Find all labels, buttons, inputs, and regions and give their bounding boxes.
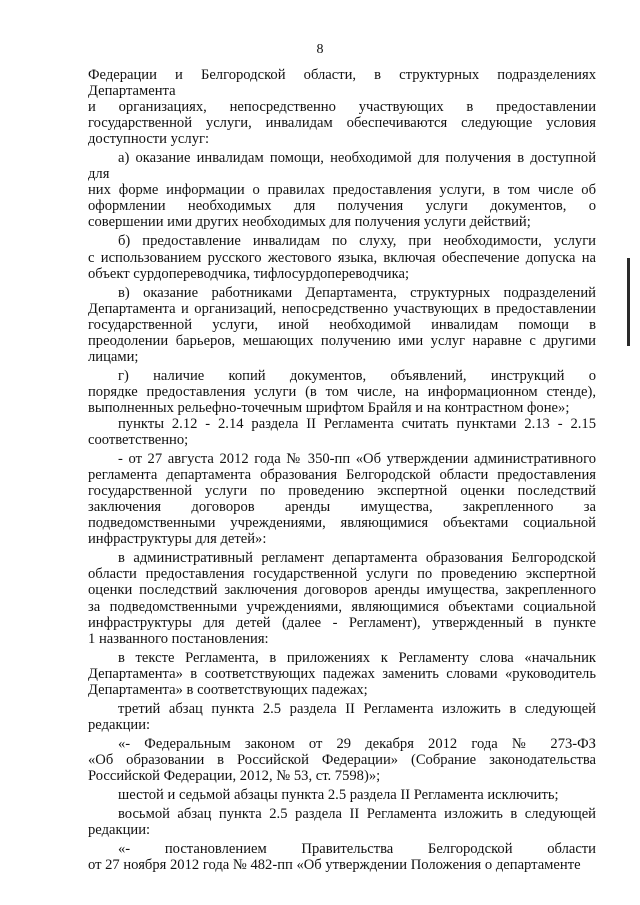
text-line: «Об образовании в Российской Федерации» (Собрание законодательства: [88, 751, 596, 768]
text-line: них форме информации о правилах предоставления услуги, в том числе об: [88, 182, 596, 199]
text-line: «- постановлением Правительства Белгородской области: [118, 841, 596, 858]
text-line: от 27 ноября 2012 года № 482-пп «Об утверждении Положения о департаменте: [88, 857, 581, 874]
text-line: доступности услуг:: [88, 131, 210, 148]
text-line: подведомственными учреждениями, являющимися объектами социальной: [88, 515, 596, 532]
text-line: оформлении необходимых для получения услуги документов, о: [88, 198, 596, 215]
text-line: государственной услуги, инвалидам обеспечиваются следующие условия: [88, 115, 596, 132]
text-line: порядке предоставления услуги (в том числе, на информационном стенде),: [88, 383, 596, 400]
text-line: а) оказание инвалидам помощи, необходимой для получения в доступной для: [88, 150, 596, 183]
text-line: «- Федеральным законом от 29 декабря 2012 года № 273-ФЗ: [118, 735, 596, 752]
text-line: объект сурдопереводчика, тифлосурдопереводчика;: [88, 265, 409, 282]
text-line: пункты 2.12 - 2.14 раздела II Регламента считать пунктами 2.13 - 2.15: [118, 415, 596, 432]
text-line: с использованием русского жестового языка, включая обеспечение допуска на: [88, 249, 596, 266]
text-line: в административный регламент департамента образования Белгородской: [118, 550, 596, 567]
document-body: [88, 67, 596, 873]
text-line: в тексте Регламента, в приложениях к Регламенту слова «начальник: [118, 649, 596, 666]
text-line: за подведомственными учреждениями, являющимися объектами социальной: [88, 598, 596, 615]
text-line: - от 27 августа 2012 года № 350-пп «Об утверждении административного: [118, 451, 596, 468]
scan-edge-mark: [627, 258, 630, 346]
text-line: лицами;: [88, 348, 139, 365]
text-line: регламента департамента образования Белгородской области предоставления: [88, 467, 596, 484]
text-line: заключения договоров аренды имущества, закрепленного за: [88, 499, 596, 516]
text-line: оценки последствий заключения договоров аренды имущества, закрепленного: [88, 582, 596, 599]
text-line: инфраструктуры для детей (далее - Регламент), утвержденный в пункте: [88, 614, 596, 631]
text-line: редакции:: [88, 716, 151, 733]
text-line: шестой и седьмой абзацы пункта 2.5 раздела II Регламента исключить;: [118, 787, 559, 804]
text-line: Федерации и Белгородской области, в структурных подразделениях Департамента: [88, 67, 596, 100]
text-line: государственной услуги, иной необходимой инвалидам помощи в: [88, 316, 596, 333]
text-line: преодолении барьеров, мешающих получению ими услуг наравне с другими: [88, 332, 596, 349]
text-line: Департамента и организаций, непосредственно участвующих в предоставлении: [88, 300, 596, 317]
page-number: 8: [316, 42, 324, 57]
text-line: г) наличие копий документов, объявлений, инструкций о: [118, 367, 596, 384]
text-line: инфраструктуры для детей»:: [88, 531, 267, 548]
text-line: б) предоставление инвалидам по слуху, при необходимости, услуги: [118, 233, 596, 250]
text-line: области предоставления государственной услуги по проведению экспертной: [88, 566, 596, 583]
text-line: восьмой абзац пункта 2.5 раздела II Регламента изложить в следующей: [118, 806, 596, 823]
text-line: 1 названного постановления:: [88, 630, 269, 647]
text-line: совершении ими других необходимых для получения услуги действий;: [88, 214, 531, 231]
text-line: выполненных рельефно-точечным шрифтом Брайля и на контрастном фоне»;: [88, 399, 570, 416]
text-line: третий абзац пункта 2.5 раздела II Регламента изложить в следующей: [118, 700, 596, 717]
text-line: Департамента» в соответствующих падежах заменить словами «руководитель: [88, 665, 596, 682]
text-line: редакции:: [88, 822, 151, 839]
text-line: Российской Федерации, 2012, № 53, ст. 7598)»;: [88, 767, 381, 784]
text-line: государственной услуги по проведению экспертной оценки последствий: [88, 483, 596, 500]
text-line: соответственно;: [88, 432, 189, 449]
text-line: Департамента» в соответствующих падежах;: [88, 681, 368, 698]
text-line: и организациях, непосредственно участвующих в предоставлении: [88, 99, 596, 116]
text-line: в) оказание работниками Департамента, структурных подразделений: [118, 284, 596, 301]
